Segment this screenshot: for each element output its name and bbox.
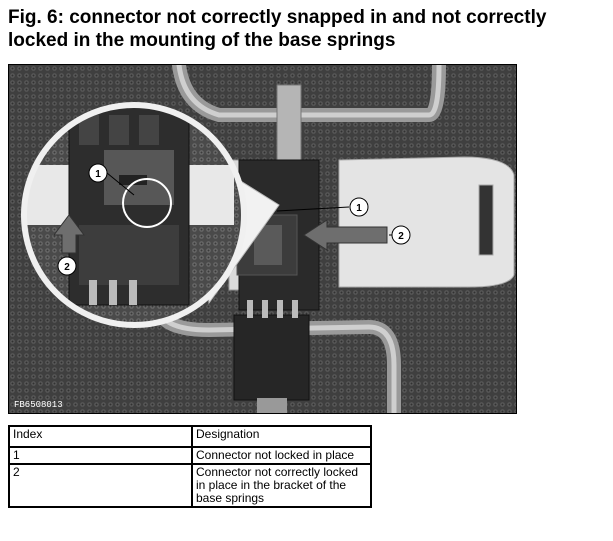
index-cell: 1 [9,447,192,464]
legend-header-row [9,426,371,447]
table-row [9,447,371,464]
connector-photo [8,64,517,414]
callout-label: 2 [398,231,404,242]
table-row [9,464,371,507]
photo-id: FB6508013 [14,400,63,410]
legend-table [8,425,372,508]
figure-title: Fig. 6: connector not correctly snapped in and not correctly locked in the mounting of the base springs [8,7,547,51]
designation-cell: Connector not locked in place [192,447,371,464]
designation-cell: Connector not correctly locked in place in the bracket of the base springs [192,464,371,507]
callout-label: 1 [95,169,101,180]
designation-header: Designation [192,426,371,447]
index-header: Index [9,426,192,447]
index-cell: 2 [9,464,192,507]
callout-label: 1 [356,203,362,214]
callout-label: 2 [64,262,70,273]
